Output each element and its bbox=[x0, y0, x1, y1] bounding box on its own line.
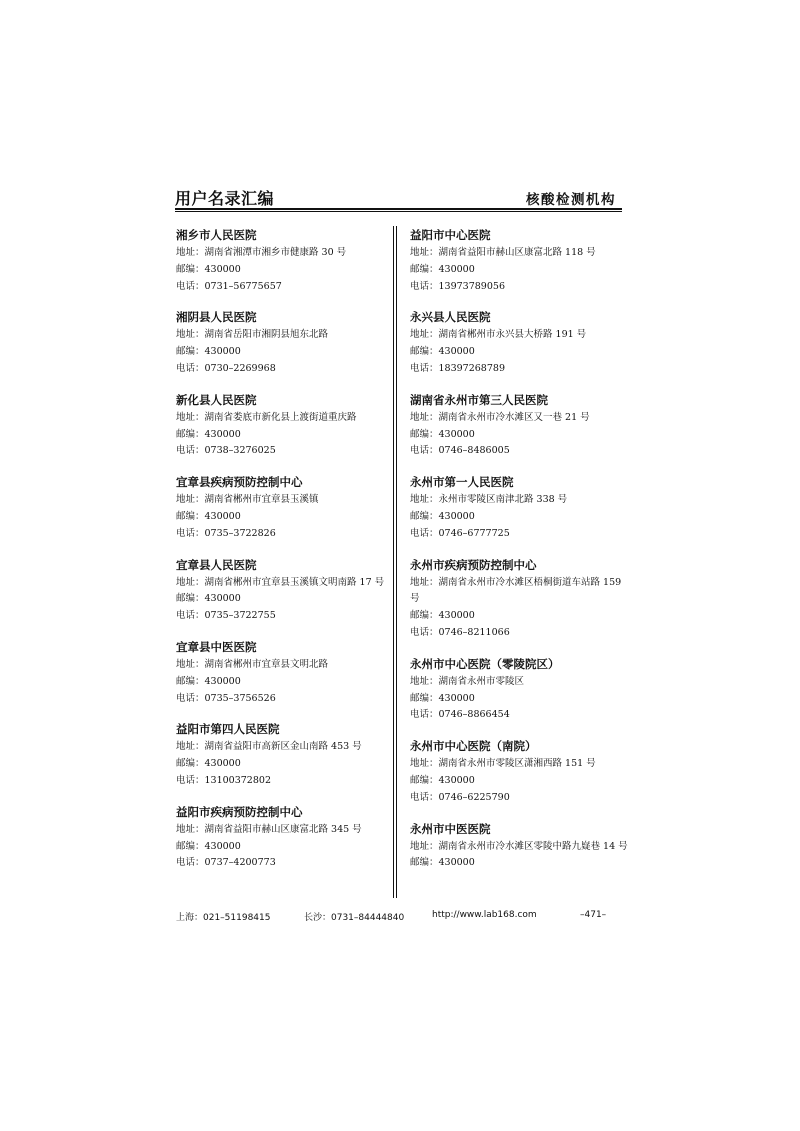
directory-entry bbox=[410, 737, 630, 806]
entry-phone: 电话：0737–4200773 bbox=[176, 857, 276, 869]
page-number: –471– bbox=[580, 910, 607, 920]
directory-entry bbox=[176, 473, 398, 542]
entry-postcode: 邮编：430000 bbox=[410, 857, 475, 869]
institution-name: 湘乡市人民医院 bbox=[176, 228, 257, 242]
entry-postcode: 邮编：430000 bbox=[176, 840, 241, 852]
directory-entry bbox=[410, 473, 630, 542]
footer-shanghai-phone: 上海：021–51198415 bbox=[176, 913, 271, 923]
entry-address: 地址：湖南省娄底市新化县上渡街道重庆路 bbox=[176, 411, 357, 423]
institution-name: 益阳市疾病预防控制中心 bbox=[176, 804, 303, 819]
entry-postcode: 邮编：430000 bbox=[410, 692, 475, 704]
entry-phone: 电话：0738–3276025 bbox=[176, 445, 276, 457]
entry-phone: 电话：0735–3722755 bbox=[176, 610, 276, 622]
footer-website-link[interactable]: http://www.lab168.com bbox=[432, 910, 537, 920]
directory-entry bbox=[176, 556, 398, 625]
institution-name: 益阳市中心医院 bbox=[410, 228, 491, 242]
entry-postcode: 邮编：430000 bbox=[176, 263, 241, 275]
directory-entry bbox=[176, 391, 398, 460]
entry-address: 地址：湖南省益阳市赫山区康富北路 118 号 bbox=[410, 247, 596, 258]
entry-phone: 电话：18397268789 bbox=[410, 362, 505, 374]
institution-name: 宜章县人民医院 bbox=[176, 557, 257, 572]
entry-phone: 电话：0731–56775657 bbox=[176, 280, 282, 292]
entry-address: 地址：湖南省益阳市赫山区康富北路 345 号 bbox=[176, 823, 362, 835]
entry-phone: 电话：13973789056 bbox=[410, 280, 505, 292]
page-footer bbox=[176, 910, 624, 924]
institution-name: 永州市中医医院 bbox=[410, 821, 491, 836]
directory-entry bbox=[176, 226, 398, 295]
entry-phone: 电话：0746–6225790 bbox=[410, 791, 510, 803]
entry-phone: 电话：0730–2269968 bbox=[176, 362, 276, 374]
entry-postcode: 邮编：430000 bbox=[410, 774, 475, 786]
institution-name: 永州市疾病预防控制中心 bbox=[410, 557, 537, 572]
institution-name: 永州市中心医院（零陵院区） bbox=[410, 656, 560, 671]
entry-address: 地址：湖南省永州市冷水滩区梧桐街道车站路 159 号 bbox=[410, 576, 622, 605]
entry-postcode: 邮编：430000 bbox=[176, 593, 241, 605]
column-divider bbox=[393, 226, 397, 898]
directory-entry bbox=[410, 556, 630, 642]
entry-address: 地址：湖南省郴州市宜章县玉溪镇 bbox=[176, 494, 319, 506]
entry-address: 地址：湖南省郴州市宜章县文明北路 bbox=[176, 658, 329, 670]
directory-entry bbox=[410, 391, 630, 460]
institution-name: 宜章县疾病预防控制中心 bbox=[176, 475, 303, 490]
directory-entry bbox=[176, 803, 398, 872]
institution-name: 益阳市第四人民医院 bbox=[176, 722, 280, 737]
directory-entry bbox=[176, 638, 398, 707]
institution-name: 宜章县中医医院 bbox=[176, 639, 257, 654]
entry-address: 地址：湖南省永州市零陵区 bbox=[410, 675, 525, 687]
entry-postcode: 邮编：430000 bbox=[410, 346, 475, 358]
entry-address: 地址：湖南省岳阳市湘阴县旭东北路 bbox=[176, 329, 329, 341]
right-column bbox=[410, 226, 630, 885]
institution-name: 永州市第一人民医院 bbox=[410, 475, 514, 490]
entry-address: 地址：湖南省永州市冷水滩区零陵中路九嶷巷 14 号 bbox=[410, 840, 628, 852]
entry-phone: 电话：0746–6777725 bbox=[410, 527, 510, 539]
entry-postcode: 邮编：430000 bbox=[410, 428, 475, 440]
entry-postcode: 邮编：430000 bbox=[176, 758, 241, 770]
entry-postcode: 邮编：430000 bbox=[176, 346, 241, 358]
header-rule bbox=[175, 208, 622, 212]
directory-entry bbox=[410, 226, 630, 295]
directory-entry bbox=[176, 720, 398, 789]
institution-name: 湘阴县人民医院 bbox=[176, 310, 257, 325]
entry-address: 地址：湖南省郴州市宜章县玉溪镇文明南路 17 号 bbox=[176, 576, 385, 588]
entry-address: 地址：湖南省郴州市永兴县大桥路 191 号 bbox=[410, 329, 587, 341]
directory-entry bbox=[410, 655, 630, 724]
entry-postcode: 邮编：430000 bbox=[176, 675, 241, 687]
page-title: 用户名录汇编 bbox=[175, 189, 275, 208]
entry-phone: 电话：0746–8486005 bbox=[410, 445, 510, 457]
directory-entry bbox=[410, 308, 630, 377]
entry-address: 地址：湖南省湘潭市湘乡市健康路 30 号 bbox=[176, 247, 347, 258]
institution-name: 湖南省永州市第三人民医院 bbox=[410, 392, 548, 407]
institution-name: 新化县人民医院 bbox=[176, 392, 257, 407]
left-column bbox=[176, 226, 398, 885]
entry-address: 地址：湖南省永州市冷水滩区又一巷 21 号 bbox=[410, 411, 590, 423]
directory-entry bbox=[410, 820, 630, 873]
directory-entry bbox=[176, 308, 398, 377]
entry-address: 地址：湖南省永州市零陵区潇湘西路 151 号 bbox=[410, 758, 596, 770]
entry-phone: 电话：0735–3756526 bbox=[176, 692, 276, 704]
entry-postcode: 邮编：430000 bbox=[176, 510, 241, 522]
entry-postcode: 邮编：430000 bbox=[410, 510, 475, 522]
entry-postcode: 邮编：430000 bbox=[410, 263, 475, 275]
entry-phone: 电话：13100372802 bbox=[176, 774, 271, 786]
page-header bbox=[175, 186, 620, 208]
entry-phone: 电话：0746–8211066 bbox=[410, 626, 510, 638]
entry-phone: 电话：0735–3722826 bbox=[176, 527, 276, 539]
entry-postcode: 邮编：430000 bbox=[176, 428, 241, 440]
section-title: 核酸检测机构 bbox=[526, 192, 616, 208]
institution-name: 永州市中心医院（南院） bbox=[410, 739, 537, 754]
footer-changsha-phone: 长沙：0731–84444840 bbox=[304, 913, 405, 923]
entry-address: 地址：湖南省益阳市高新区金山南路 453 号 bbox=[176, 741, 362, 753]
entry-postcode: 邮编：430000 bbox=[410, 610, 475, 622]
entry-phone: 电话：0746–8866454 bbox=[410, 709, 510, 721]
entry-address: 地址：永州市零陵区南津北路 338 号 bbox=[410, 494, 568, 506]
institution-name: 永兴县人民医院 bbox=[410, 310, 491, 325]
